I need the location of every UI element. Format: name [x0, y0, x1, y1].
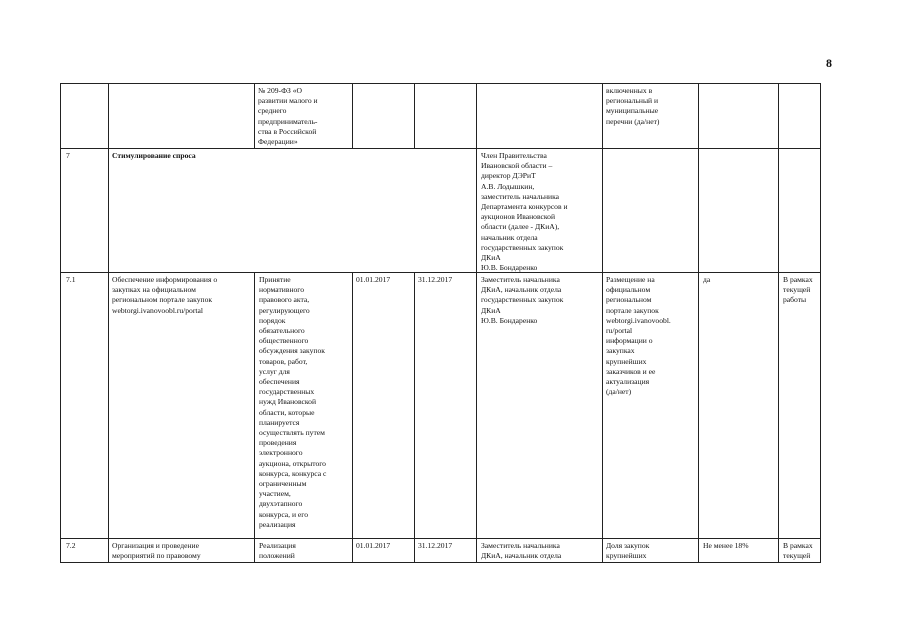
column-divider	[698, 83, 699, 563]
row-7-responsible: Член Правительства Ивановской области – директор ДЭРиТ А.В. Лодышкин, заместитель начальника Департамента конкурсов и аукционов Ивановской области (далее - ДКиА), начальник отдела государственных закупок ДКиА Ю.В. Бондаренко	[481, 151, 568, 273]
row-7-1-indicator: Размещение на официальном региональном портале закупок webtorgi.ivanovoobl. ru/portal информации о закупках крупнейших заказчиков и ее актуализация (да/нет)	[606, 275, 671, 397]
row-divider	[60, 538, 821, 539]
row-7-1-responsible: Заместитель начальника ДКиА, начальник отдела государственных закупок ДКиА Ю.В. Бондаренко	[481, 275, 564, 325]
table-border-bottom	[60, 562, 821, 563]
row-7-1-value: да	[703, 275, 711, 284]
row-divider	[60, 272, 821, 273]
row-7-1-end-date: 31.12.2017	[418, 275, 453, 284]
row-7-1-event: Обеспечение информирования о закупках на официальном региональном портале закупок webtorgi.ivanovoobl.ru/portal	[112, 275, 218, 315]
row-7-number: 7	[66, 151, 70, 160]
row-7-2-start-date: 01.01.2017	[356, 541, 391, 550]
page-number: 8	[826, 56, 832, 70]
column-divider	[414, 272, 415, 562]
table-border-top	[60, 83, 821, 84]
row-divider	[60, 148, 821, 149]
column-divider	[60, 83, 61, 563]
column-divider	[820, 83, 821, 563]
row-7-2-event: Организация и проведение мероприятий по правовому	[112, 541, 201, 561]
row-7-title: Стимулирование спроса	[112, 151, 196, 160]
row-7-2-number: 7.2	[66, 541, 76, 550]
column-divider	[108, 83, 109, 563]
row-7-2-end-date: 31.12.2017	[418, 541, 453, 550]
column-divider	[254, 83, 255, 148]
row-7-2-value: Не менее 18%	[703, 541, 749, 550]
row-7-2-responsible: Заместитель начальника ДКиА, начальник отдела	[481, 541, 562, 561]
column-divider	[352, 83, 353, 148]
row-7-2-funding: В рамках текущей	[783, 541, 813, 561]
cont-row-indicator-text: включенных в региональный и муниципальные перечни (да/нет)	[606, 86, 660, 126]
column-divider	[602, 83, 603, 563]
column-divider	[778, 83, 779, 563]
cont-row-action-text: № 209-ФЗ «О развитии малого и среднего предприниматель- ства в Российской Федерации»	[258, 86, 318, 147]
row-7-2-action: Реализация положений	[259, 541, 296, 561]
row-7-2-indicator: Доля закупок крупнейших	[606, 541, 650, 561]
row-7-1-number: 7.1	[66, 275, 76, 284]
column-divider	[476, 83, 477, 563]
column-divider	[352, 272, 353, 562]
row-7-1-funding: В рамках текущей работы	[783, 275, 813, 305]
column-divider	[254, 272, 255, 562]
row-7-1-action: Принятие нормативного правового акта, регулирующего порядок обязательного общественного обсуждения закупок товаров, работ, услуг для обеспечения государственных нужд Ивановской области, которые планируется осуществлять путем проведения электронного аукциона, открытого конкурса, конкурса с ограниченным участием, двухэтапного конкурса, и его реализация	[259, 275, 327, 529]
row-7-1-start-date: 01.01.2017	[356, 275, 391, 284]
column-divider	[414, 83, 415, 148]
